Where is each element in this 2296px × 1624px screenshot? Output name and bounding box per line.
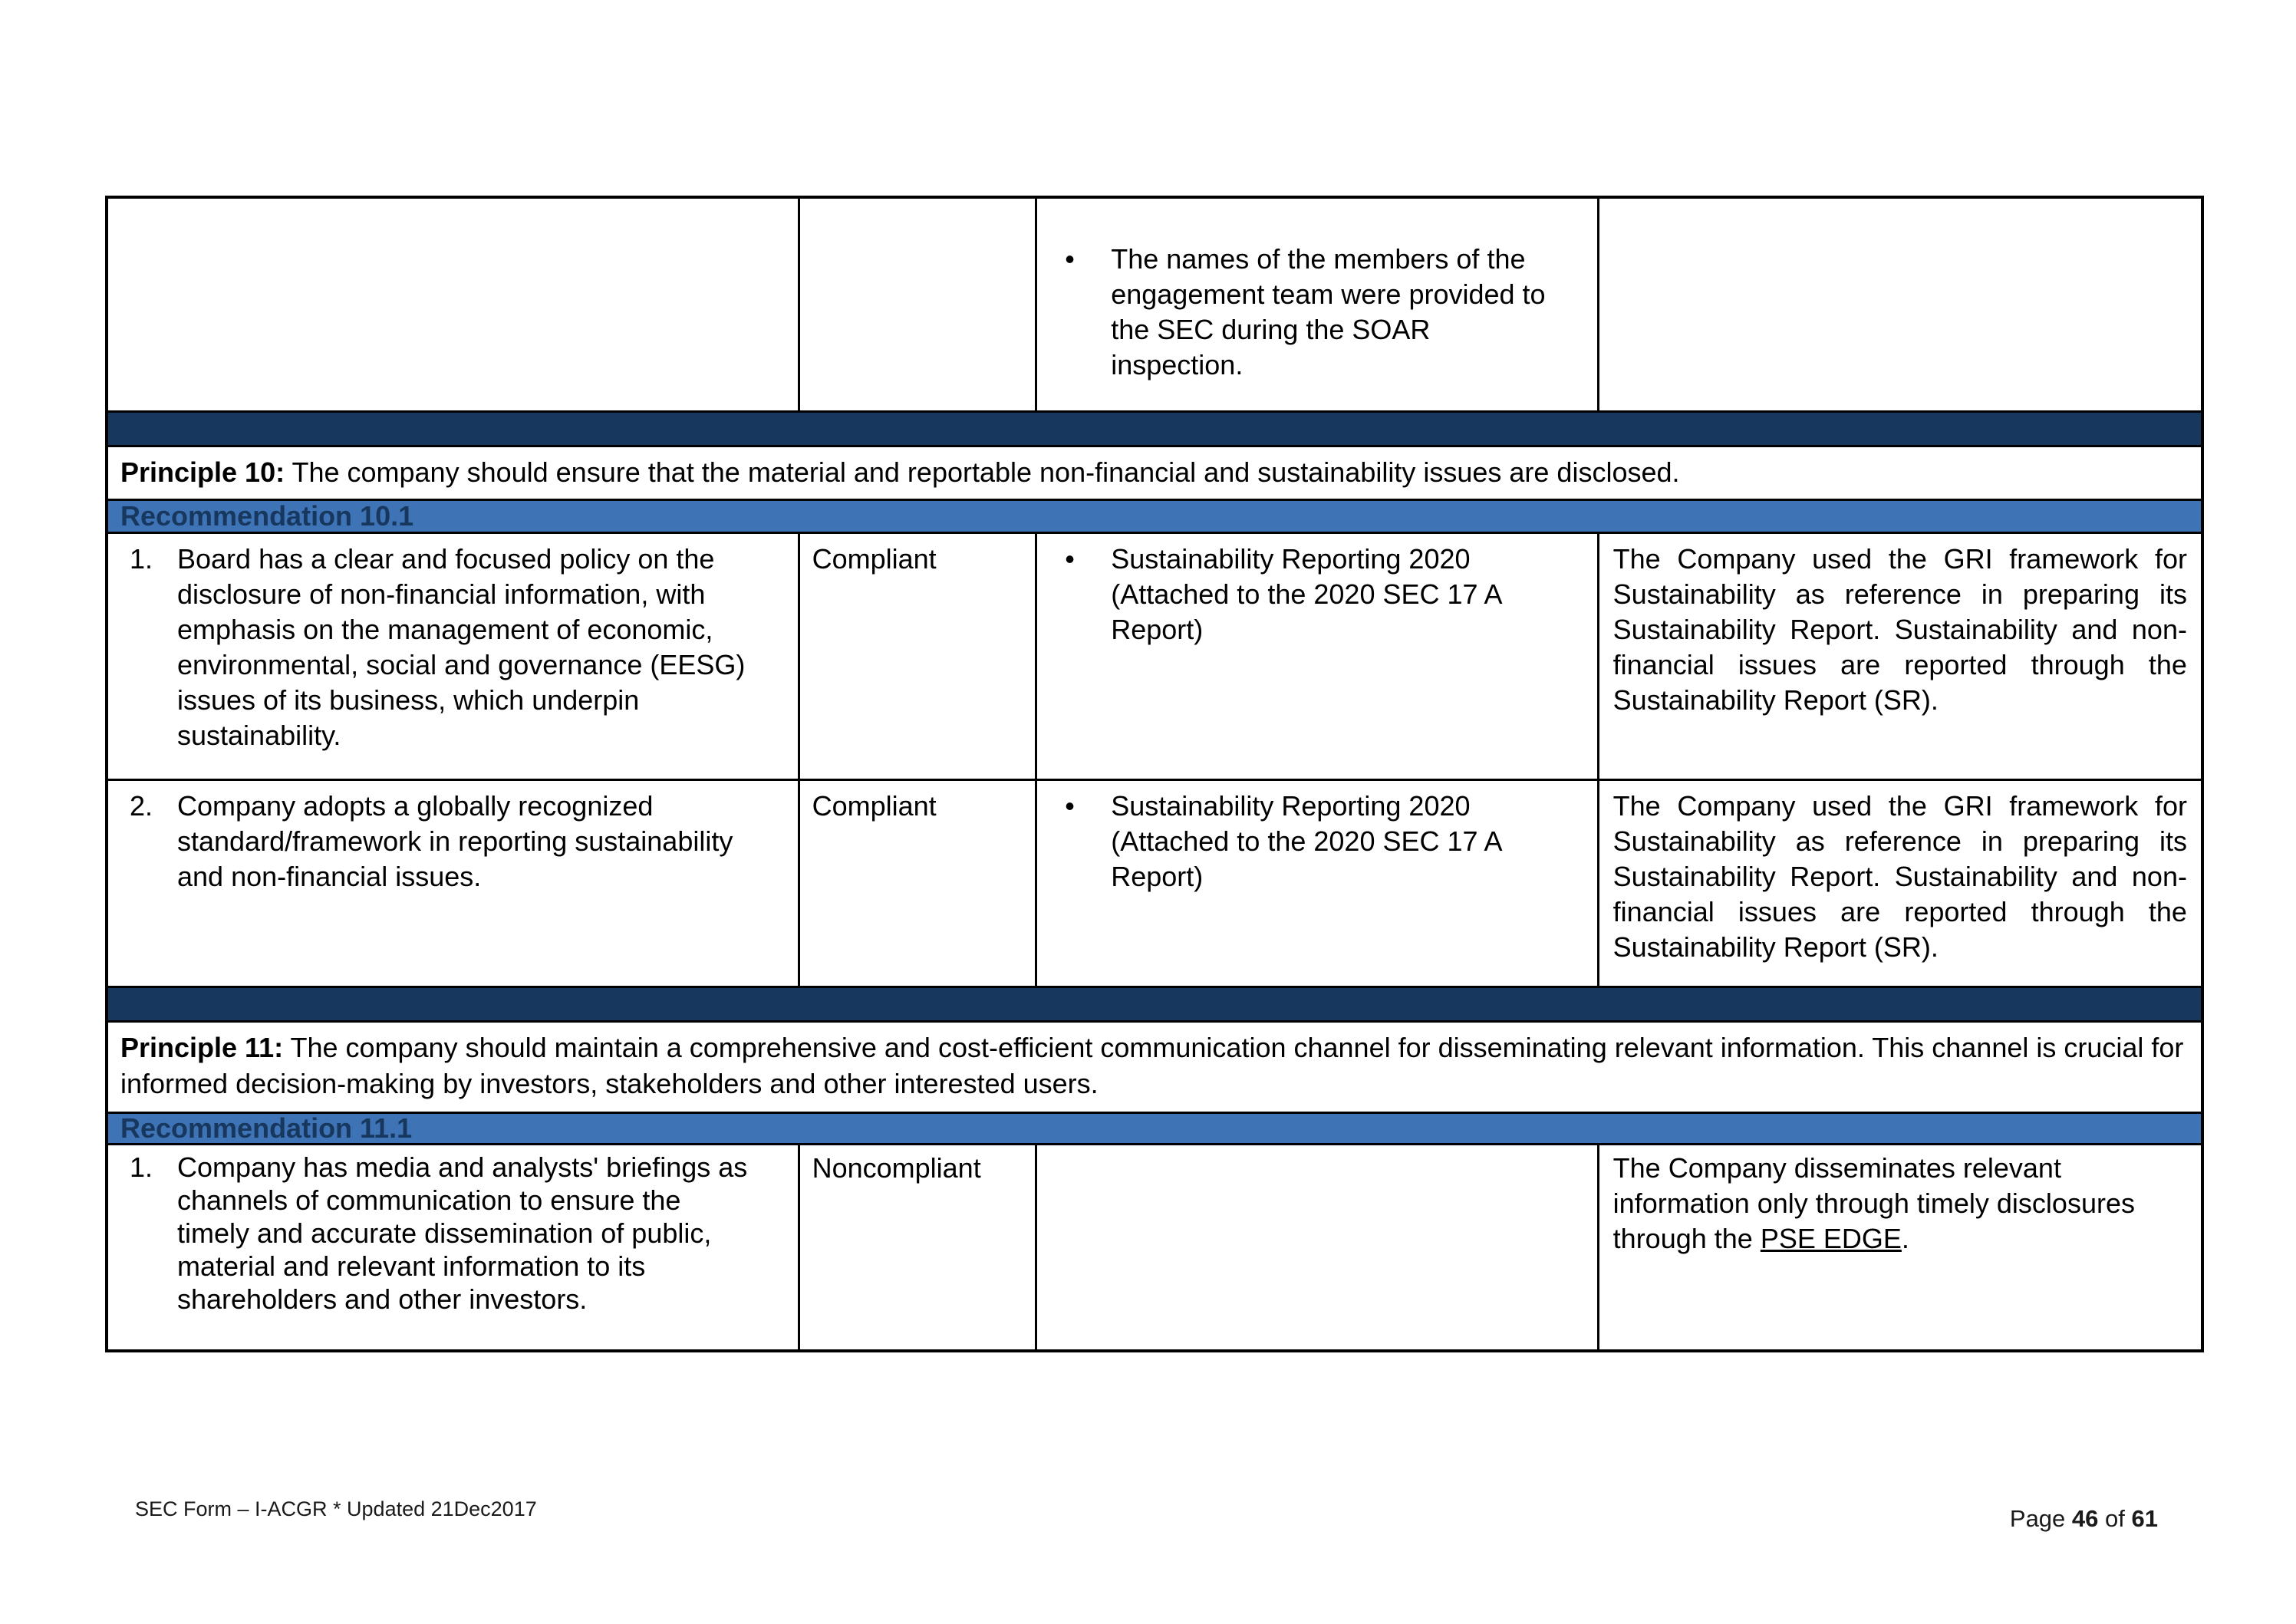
principle-10-row <box>108 445 2201 499</box>
cell-evidence <box>1037 534 1599 779</box>
requirement-item <box>108 1145 798 1316</box>
principle-11-label: Principle 11: <box>120 1032 284 1063</box>
recommendation-11-1-bar <box>108 1112 2201 1143</box>
evidence-bullet-item <box>1037 781 1596 894</box>
evidence-text: The names of the members of the engagement team were provided to the SEC during the SOAR inspection. <box>1111 243 1546 380</box>
requirement-text: Company has media and analysts' briefings as channels of communication to ensure the timely and accurate dissemination of public, material and relevant information to its shareholders and other investors. <box>177 1151 748 1315</box>
requirement-item <box>108 534 798 753</box>
remarks-text: The Company used the GRI framework for Sustainability as reference in preparing its Sustainability Report. Sustainability and non-financial issues are reported through the Sustainability Report (SR). <box>1612 543 2187 716</box>
bullet-icon: • <box>1065 790 1075 822</box>
recommendation-11-1-label: Recommendation 11.1 <box>120 1112 413 1143</box>
page-number <box>2010 1505 2158 1533</box>
principle-11-text: The company should maintain a comprehensive and cost-efficient communication channel for disseminating relevant information. This channel is crucial for informed decision-making by investors, stakeholders and other interested users. <box>120 1032 2184 1099</box>
principle-10-label: Principle 10: <box>120 456 285 488</box>
cell-remarks <box>1599 534 2201 779</box>
bullet-icon: • <box>1065 243 1075 275</box>
principle-10-text: The company should ensure that the material and reportable non-financial and sustainability issues are disclosed. <box>292 456 1680 488</box>
recommendation-10-1-label: Recommendation 10.1 <box>120 500 414 532</box>
page-total: 61 <box>2131 1505 2158 1532</box>
bullet-icon: • <box>1065 543 1075 575</box>
evidence-bullet-item <box>1037 199 1596 383</box>
cell-requirement <box>108 1145 800 1349</box>
cell-requirement <box>108 534 800 779</box>
item-number: 1. <box>130 543 153 575</box>
recommendation-10-1-bar <box>108 499 2201 532</box>
cell-requirement-empty <box>108 199 800 410</box>
requirement-item <box>108 781 798 894</box>
cell-status-empty <box>800 199 1038 410</box>
requirement-text: Board has a clear and focused policy on the disclosure of non-financial information, with emphasis on the management of economic, environmental, social and governance (EESG) issues of its business, which underpin sustainability. <box>177 543 746 751</box>
page-current: 46 <box>2071 1505 2099 1532</box>
pse-edge-link[interactable]: PSE EDGE <box>1760 1223 1902 1254</box>
navy-divider-bar <box>108 986 2201 1020</box>
status-value: Noncompliant <box>812 1152 981 1184</box>
cell-evidence <box>1037 199 1599 410</box>
table-row <box>108 532 2201 779</box>
table-row <box>108 1143 2201 1349</box>
table-row-continuation <box>108 199 2201 410</box>
cell-remarks <box>1599 1145 2201 1349</box>
cell-status <box>800 781 1038 986</box>
table-row <box>108 779 2201 986</box>
principle-11-row <box>108 1020 2201 1112</box>
status-value: Compliant <box>812 543 937 575</box>
remarks-prefix: The Company disseminates relevant information only through timely disclosures through the <box>1612 1152 2135 1254</box>
navy-divider-bar <box>108 410 2201 445</box>
evidence-bullet-item <box>1037 534 1596 647</box>
compliance-table <box>105 196 2204 1352</box>
cell-remarks <box>1599 781 2201 986</box>
cell-evidence-empty <box>1037 1145 1599 1349</box>
cell-status <box>800 1145 1038 1349</box>
evidence-text: Sustainability Reporting 2020 (Attached to the 2020 SEC 17 A Report) <box>1111 790 1501 892</box>
footer-form-label: SEC Form – I-ACGR * Updated 21Dec2017 <box>135 1497 537 1520</box>
cell-requirement <box>108 781 800 986</box>
requirement-text: Company adopts a globally recognized standard/framework in reporting sustainability and non-financial issues. <box>177 790 733 892</box>
remarks-suffix: . <box>1901 1223 1909 1254</box>
cell-status <box>800 534 1038 779</box>
remarks-text: The Company used the GRI framework for Sustainability as reference in preparing its Sustainability Report. Sustainability and non-financial issues are reported through the Sustainability Report (SR). <box>1612 790 2187 963</box>
page-label: Page <box>2009 1505 2066 1532</box>
item-number: 1. <box>130 1151 153 1183</box>
remarks-text <box>1599 1145 2201 1257</box>
cell-evidence <box>1037 781 1599 986</box>
cell-remarks-empty <box>1599 199 2201 410</box>
evidence-text: Sustainability Reporting 2020 (Attached to the 2020 SEC 17 A Report) <box>1111 543 1501 645</box>
page-of-label: of <box>2105 1505 2125 1532</box>
item-number: 2. <box>130 790 153 822</box>
status-value: Compliant <box>812 790 937 822</box>
